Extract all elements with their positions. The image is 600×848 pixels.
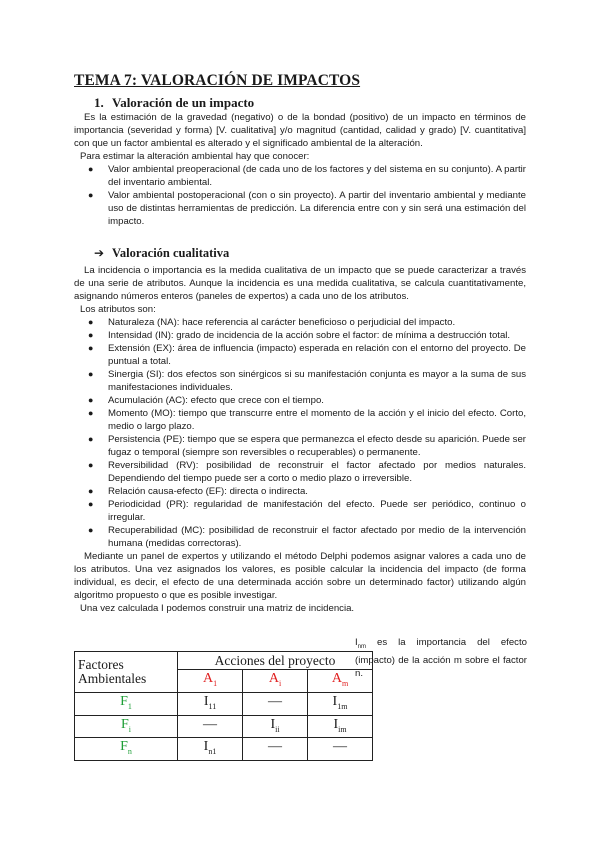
note-symbol-subscript: nm: [357, 643, 367, 650]
section-heading-valoracion: [94, 95, 254, 111]
factor-subscript: n: [127, 747, 132, 757]
list-item-text: Intensidad (IN): grado de incidencia de la acción sobre el factor: de mínima a destrucción total.: [108, 330, 511, 341]
matrix-cell: [178, 738, 243, 761]
matrix-cell: [243, 715, 308, 738]
bullet-icon: ●: [88, 369, 94, 379]
list-item: [74, 316, 526, 329]
paragraph: La incidencia o importancia es la medida cualitativa de un impacto que se puede caracterizar a través de una serie de atributos. Aunque la incidencia es una medida cualitativa, se calcula cuantitativamente, asignando números enteros (paneles de expertos) a cada uno de los atributos.: [74, 265, 526, 302]
section-number: 1.: [94, 95, 104, 110]
bullet-icon: ●: [88, 499, 94, 509]
factor-letter: F: [120, 693, 128, 709]
list-item: [74, 394, 526, 407]
corner-header-line: Ambientales: [78, 670, 147, 686]
list-item-text: Relación causa-efecto (EF): directa o indirecta.: [108, 486, 308, 497]
bullet-icon: ●: [88, 434, 94, 444]
paragraph: Es la estimación de la gravedad (negativo) o de la bondad (positivo) de un impacto en términos de importancia (severidad y forma) [V. cualitativa] y/o magnitud (cantidad, calidad y grado) [V. cuantitativa] con que un factor ambiental es alterado y el significado ambiental de la alteración.: [74, 112, 526, 149]
factor-header-cell: [75, 738, 178, 761]
paragraph: Una vez calculada I podemos construir una matriz de incidencia.: [80, 603, 355, 614]
matrix-cell: [308, 692, 373, 715]
cell-subscript: n1: [208, 747, 217, 757]
bullet-icon: ●: [88, 460, 94, 470]
factor-letter: F: [120, 739, 128, 755]
list-item: [74, 342, 526, 368]
page-title: TEMA 7: VALORACIÓN DE IMPACTOS: [74, 72, 361, 89]
bullet-icon: ●: [88, 408, 94, 418]
bullet-icon: ●: [88, 486, 94, 496]
matrix-cell: [178, 715, 243, 738]
bullet-list: [74, 163, 526, 228]
cell-subscript: 1m: [337, 701, 348, 711]
paragraph: Para estimar la alteración ambiental hay que conocer:: [80, 151, 310, 162]
list-item: [74, 407, 526, 433]
list-item-text: Valor ambiental postoperacional (con o sin proyecto). A partir del inventario ambiental y mediante uso de distintas herramientas de predicción. La diferencia entre con y sin será una estimación del impacto.: [108, 190, 526, 227]
note-symbol: I: [355, 637, 358, 648]
action-subscript: 1: [213, 678, 218, 688]
cell-value: I: [203, 693, 209, 709]
list-item-text: Acumulación (AC): efecto que crece con el tiempo.: [108, 395, 324, 406]
cell-value: I: [333, 716, 339, 732]
attribute-list: [74, 316, 526, 550]
paragraph: Mediante un panel de expertos y utilizando el método Delphi podemos asignar valores a cada uno de los atributos. Una vez asignados los valores, es posible calcular la incidencia del impacto (de forma individual, es decir, el efecto de una determinada acción sobre un determinado factor) utilizando algún algoritmo propuesto o que es posible investigar.: [74, 551, 526, 601]
section1-body: [74, 111, 526, 228]
cell-value: I: [332, 693, 338, 709]
list-item-text: Naturaleza (NA): hace referencia al carácter beneficioso o perjudicial del impacto.: [108, 317, 456, 328]
matrix-cell: [243, 738, 308, 761]
list-item-text: Sinergia (SI): dos efectos son sinérgicos si su manifestación conjunta es mayor a la suma de sus manifestaciones individuales.: [108, 369, 526, 393]
factor-subscript: i: [128, 724, 132, 734]
bullet-icon: ●: [88, 395, 94, 405]
factor-subscript: 1: [127, 701, 132, 711]
arrow-right-icon: ➔: [94, 246, 105, 260]
list-item: [74, 329, 526, 342]
list-item-text: Momento (MO): tiempo que transcurre entre el momento de la acción y el inicio del efecto. Corto, medio o largo plazo.: [108, 408, 526, 432]
bullet-icon: ●: [88, 190, 94, 200]
matrix-cell: [178, 692, 243, 715]
section2-body: [74, 264, 526, 615]
bullet-icon: ●: [88, 343, 94, 353]
list-item: [74, 433, 526, 459]
corner-header: [75, 652, 178, 693]
matrix-cell: [308, 715, 373, 738]
list-item: [74, 485, 526, 498]
list-item-text: Persistencia (PE): tiempo que se espera que permanezca el efecto desde su aparición. Puede ser fugaz o temporal (siempre son reversibles o recuperables) o permanente.: [108, 434, 526, 458]
list-item: [74, 498, 526, 524]
cell-subscript: im: [338, 724, 347, 734]
list-item-text: Reversibilidad (RV): posibilidad de reconstruir el factor afectado por medios naturales. Dependiendo del tiempo puede ser a corto o medio plazo o irreversible.: [108, 460, 526, 484]
list-item: [74, 368, 526, 394]
action-letter: A: [202, 671, 214, 686]
note-text: es la importancia del efecto (impacto) de la acción m sobre el factor n.: [355, 637, 527, 679]
cell-value: —: [203, 716, 217, 732]
bullet-icon: ●: [88, 330, 94, 340]
action-subscript: m: [341, 678, 349, 688]
list-item: [74, 189, 526, 228]
factor-header-cell: [75, 692, 178, 715]
subsection-heading-text: Valoración cualitativa: [112, 246, 230, 260]
matrix-cell: [243, 692, 308, 715]
action-letter: A: [268, 671, 279, 686]
cell-value: —: [268, 693, 282, 709]
list-item-text: Periodicidad (PR): regularidad de manifestación del efecto. Puede ser periódico, continuo o irregular.: [108, 499, 526, 523]
cell-value: I: [270, 716, 276, 732]
subsection-heading-cualitativa: [94, 246, 229, 261]
table-header-row: [75, 652, 373, 670]
list-item: [74, 163, 526, 189]
actions-header: Acciones del proyecto: [178, 652, 373, 670]
matrix-cell: [308, 738, 373, 761]
cell-subscript: 11: [208, 701, 217, 711]
action-header-cell: [243, 670, 308, 693]
list-item: [74, 459, 526, 485]
action-header-cell: [178, 670, 243, 693]
list-item-text: Valor ambiental preoperacional (de cada uno de los factores y del sistema en su conjunto). A partir del inventario ambiental.: [108, 164, 526, 188]
list-item: [74, 524, 526, 550]
action-letter: A: [331, 671, 342, 686]
cell-value: I: [203, 739, 209, 755]
bullet-icon: ●: [88, 525, 94, 535]
table-row: [75, 738, 373, 761]
list-item-text: Recuperabilidad (MC): posibilidad de reconstruir el factor afectado por medio de la intervención humana (medidas correctoras).: [108, 525, 526, 549]
section-heading-text: Valoración de un impacto: [112, 95, 255, 110]
incidence-matrix: [74, 651, 373, 761]
cell-subscript: ii: [275, 724, 280, 734]
table-row: [75, 715, 373, 738]
action-subscript: i: [278, 678, 282, 688]
table-row: [75, 692, 373, 715]
corner-header-line: Factores: [78, 656, 124, 672]
factor-letter: F: [120, 716, 129, 732]
paragraph: Los atributos son:: [80, 304, 156, 315]
cell-value: —: [268, 739, 282, 755]
list-item-text: Extensión (EX): área de influencia (impacto) esperada en relación con el entorno del proyecto. De puntual a total.: [108, 343, 526, 367]
factor-header-cell: [75, 715, 178, 738]
cell-value: —: [333, 739, 347, 755]
matrix-note: [355, 636, 527, 680]
bullet-icon: ●: [88, 164, 94, 174]
bullet-icon: ●: [88, 317, 94, 327]
